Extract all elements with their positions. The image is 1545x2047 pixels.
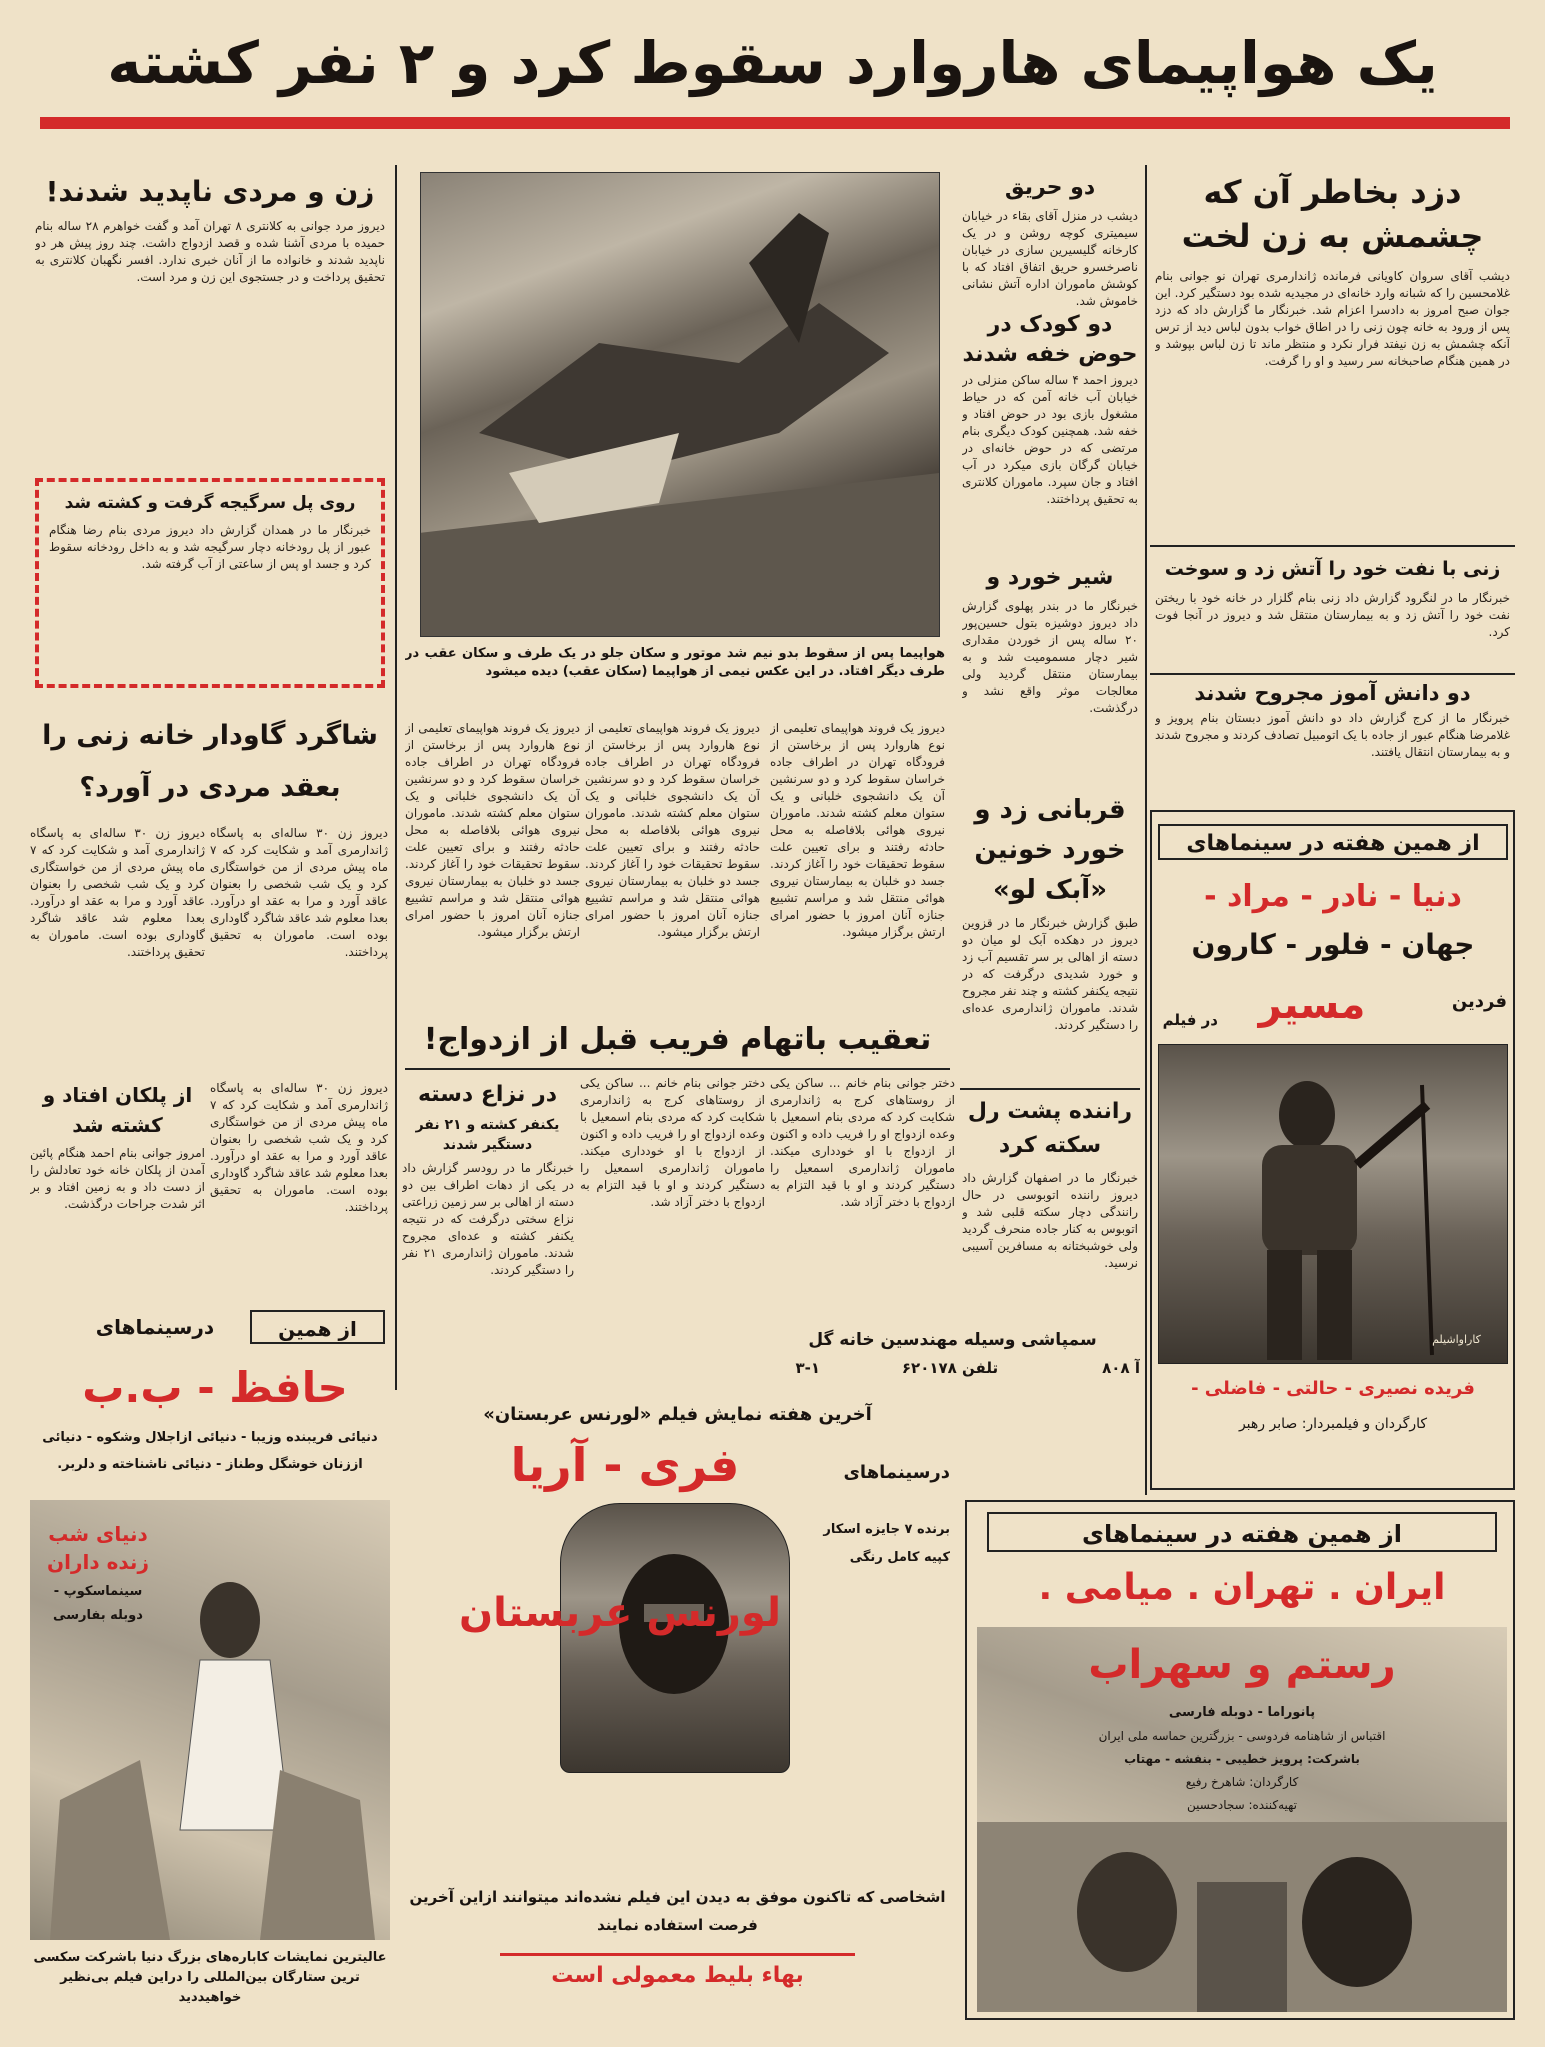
hafez-cinema: حافظ - ب.ب [82, 1363, 348, 1412]
hafez-line1: دنیائی فریبنده وزیبا - دنیائی ازاجلال وشکوه - دنیائی [42, 1430, 378, 1445]
plane-body-col2: دیروز یک فروند هواپیمای تعلیمی از نوع هاروارد پس از برخاستن از فرودگاه تهران در اطراف جاده خراسان سقوط کرد و دو سرنشین آن یک دانشجوی خلبانی و یک ستوان معلم کشته شدند. ماموران نیروی هوائی بلافاصله به محل حادثه رفتند و برای تعیین علت سقوط تحقیقات خود را آغاز کردند. جسد دو خلبان به بیمارستان نیروی هوائی منتقل شد و مراسم تشییع جنازه آنان امروز با حضور امرای ارتش برگزار میشود. [585, 721, 760, 939]
plane-crash-photo [420, 172, 940, 637]
plane-body-col1: دیروز یک فروند هواپیمای تعلیمی از نوع هاروارد پس از برخاستن از فرودگاه تهران در اطراف جاده خراسان سقوط کرد و دو سرنشین آن یک دانشجوی خلبانی و یک ستوان معلم کشته شدند. ماموران نیروی هوائی بلافاصله به محل حادثه رفتند و برای تعیین علت سقوط تحقیقات خود را آغاز کردند. جسد دو خلبان به بیمارستان نیروی هوائی منتقل شد و مراسم تشییع جنازه آنان امروز با حضور امرای ارتش برگزار میشود. [770, 721, 945, 939]
plane-wreck-icon [420, 173, 939, 637]
students-body: خبرنگار ما از کرج گزارش داد دو دانش آموز دبستان بنام پرویز و غلامرضا هنگام عبور از جاده با یک اتومبیل تصادف کردند و مجروح شدند و به بیمارستان انتقال یافتند. [1155, 711, 1510, 759]
classified-title: سمپاشی وسیله مهندسین خانه گل [808, 1330, 1097, 1350]
thief-headline: دزد بخاطر آن که چشمش به زن لخت [1181, 173, 1484, 255]
lawrence-note: اشخاصی که تاکنون موفق به دیدن این فیلم نشده‌اند میتوانند ازاین آخرین فرصت استفاده نمایند [409, 1888, 946, 1934]
driver-headline: راننده پشت رل سکته کرد [967, 1099, 1133, 1158]
bridge-body: خبرنگار ما در همدان گزارش داد دیروز مردی بنام رضا هنگام عبور از پل رودخانه دچار سرگیجه شد و به داخل رودخانه سقوط کرد و جسد او پس از ساعتی از آب گرفته شد. [49, 523, 371, 571]
lawrence-film: لورنس عربستان [458, 1590, 782, 1636]
stairs-headline: از پلکان افتاد و کشته شد [42, 1083, 193, 1137]
sacrifice-headline: قربانی زد و خورد خونین «آبک لو» [974, 795, 1126, 905]
divider [1150, 545, 1515, 547]
missing-headline: زن و مردی ناپدید شدند! [45, 175, 375, 208]
divider [405, 1068, 950, 1070]
milk-headline: شیر خورد و [986, 565, 1114, 590]
lawrence-awards: برنده ۷ جایزه اسکار [823, 1522, 950, 1537]
rostam-cinemas: ایران . تهران . میامی . [1038, 1567, 1446, 1608]
ad-director: کارگردان و فیلمبردار: صابر رهبر [1238, 1416, 1428, 1432]
nightlife-ad [30, 1500, 390, 2020]
children-body: دیروز احمد ۴ ساله ساکن منزلی در خیابان آب خانه آمن که در حیاط مشغول بازی بود در حوض افتاد و خفه شد. همچنین کودک دیگری بنام مرتضی که در حوض خانه‌ای در خیابان گرگان بازی میکرد در آب افتاد و جان سپرد. ماموران کلانتری به تحقیق پرداختند. [962, 373, 1138, 506]
ad-in-film: در فیلم [1162, 1011, 1218, 1029]
dispute-subtitle: یکنفر کشته و ۲۱ نفر دستگیر شدند [415, 1117, 560, 1153]
ad-intro: از همین هفته در سینماهای [1158, 824, 1508, 860]
woman-fire-headline: زنی با نفت خود را آتش زد و سوخت [1164, 558, 1501, 580]
prosecution-body-1: دختر جوانی بنام خانم ... ساکن یکی از روستاهای کرج به ژاندارمری شکایت کرد که مردی بنام اسمعیل با وعده ازدواج او را فریب داده و اکنون از ازدواج با او خودداری میکند. ماموران ژاندارمری اسمعیل را دستگیر کردند و او با قید التزام به ازدواج با دختر آزاد شد. [770, 1076, 955, 1209]
sacrifice-body: طبق گزارش خبرنگار ما در قزوین دیروز در دهکده آبک لو میان دو دسته از اهالی بر سر تقسیم آب زد و خورد شدیدی درگرفت که در نتیجه یکنفر کشته و چند نفر مجروح شدند. ماموران ژاندارمری عده‌ای را دستگیر کردند. [962, 916, 1138, 1032]
ad-cinemas-2: جهان - فلور - کارون [1191, 928, 1475, 961]
lawrence-ad [400, 1398, 955, 2018]
ad-actor-photo [1158, 1044, 1508, 1364]
apprentice-body-2: دیروز زن ۳۰ ساله‌ای به پاسگاه ژاندارمری آمد و شکایت کرد که ۷ ماه پیش مردی از من خواستگاری کرد و یک شب شخصی را بعنوان عاقد آورد و مرا به عقد او درآورد. بعدا معلوم شد عاقد شاگرد گاوداری بوده است. ماموران به تحقیق پرداختند. [30, 826, 205, 959]
apprentice-body-1: دیروز زن ۳۰ ساله‌ای به پاسگاه ژاندارمری آمد و شکایت کرد که ۷ ماه پیش مردی از من خواستگاری کرد و یک شب شخصی را بعنوان عاقد آورد و مرا به عقد او درآورد. بعدا معلوم شد عاقد شاگرد گاوداری بوده است. ماموران به تحقیق پرداختند. [210, 826, 388, 959]
prosecution-headline: تعقیب باتهام فریب قبل از ازدواج! [423, 1022, 932, 1057]
stairs-body: امروز جوانی بنام احمد هنگام پائین آمدن از پلکان خانه خود تعادلش را از دست داد و به زمین افتاد و بر اثر شدت جراحات درگذشت. [30, 1146, 205, 1211]
prosecution-body-2: دختر جوانی بنام خانم ... ساکن یکی از روستاهای کرج به ژاندارمری شکایت کرد که مردی بنام اسمعیل با وعده ازدواج او را فریب داده و اکنون از ازدواج با او خودداری میکند. ماموران ژاندارمری اسمعیل را دستگیر کردند و او با قید التزام به ازدواج با دختر آزاد شد. [580, 1076, 765, 1209]
apprentice-headline: شاگرد گاودار خانه زنی را بعقد مردی در آورد؟ [42, 720, 378, 803]
ad-star: فردین [1451, 991, 1507, 1012]
nightlife-footer: عالیترین نمایشات کاباره‌های بزرگ دنیا باشرکت سکسی ترین ستارگان بین‌المللی را دراین فیلم بی‌نظیر خواهیددید [33, 1950, 387, 2005]
classified-phone: تلفن ۶۲۰۱۷۸ [901, 1359, 999, 1377]
divider [960, 1088, 1140, 1090]
column-rule [1145, 165, 1147, 1495]
actor-silhouette-icon [1158, 1045, 1507, 1364]
lawrence-in: درسینماهای [843, 1462, 950, 1483]
plane-caption: هواپیما پس از سقوط بدو نیم شد موتور و سکان جلو در یک طرف و سکان عقب در طرف دیگر افتاد. در این عکس نیمی از هواپیما (سکان عقب) دیده میشود [405, 646, 945, 679]
rostam-ad [965, 1500, 1515, 2020]
children-headline: دو کودک در حوض خفه شدند [962, 312, 1138, 367]
fire-body: دیشب در منزل آقای بقاء در خیابان سیمیتری کوچه روشن و در یک کارخانه گلیسیرین سازی در خیابان ناصرخسرو حریق اتفاق افتاد که با کوشش ماموران اداره آتش نشانی خاموش شد. [962, 209, 1138, 308]
nightlife-photo [30, 1500, 390, 1940]
ad-cinemas: دنیا - نادر - مراد - [1204, 879, 1462, 914]
battle-scene-icon [977, 1822, 1507, 2012]
apprentice-body-3: دیروز زن ۳۰ ساله‌ای به پاسگاه ژاندارمری آمد و شکایت کرد که ۷ ماه پیش مردی از من خواستگاری کرد و یک شب شخصی را بعنوان عاقد آورد و مرا به عقد او درآورد. بعدا معلوم شد عاقد شاگرد گاوداری بوده است. ماموران به تحقیق پرداختند. [210, 1081, 388, 1214]
rostam-tag: پانوراما - دوبله فارسی [1168, 1705, 1316, 1720]
nightlife-format: سینماسکوپ - [53, 1584, 143, 1599]
thief-body: دیشب آقای سروان کاویانی فرمانده ژاندارمری تهران نو جوانی بنام غلامحسین را که شبانه وارد خانه‌ای در مجیدیه شده بود دستگیر کرد. این جوان صبح امروز به دادسرا اعزام شد. خبرنگار ما گزارش داد که دزد پس از ورود به خانه چون زنی را در اطاق خواب بدون لباس دید از ترس آنکه چشمش به زن نیفتد فرار نکرد و منتظر ماند تا زن لباس بپوشد و در همین هنگام صاحبخانه سر رسید و او را گرفت. [1155, 269, 1510, 368]
hafez-in: درسینماهای [95, 1315, 215, 1339]
classified-num: ۳-۱ [795, 1359, 820, 1377]
bridge-box [35, 478, 385, 688]
ad-photo-label: کاراواشیلم [1432, 1333, 1481, 1346]
classified-code: آ ۸۰۸ [1102, 1359, 1140, 1377]
rostam-film: رستم و سهراب [1088, 1642, 1396, 1688]
bridge-headline: روی پل سرگیجه گرفت و کشته شد [64, 493, 356, 513]
hafez-ad [30, 1300, 390, 1490]
missing-body: دیروز مرد جوانی به کلانتری ۸ تهران آمد و گفت خواهرم ۲۸ ساله بنام حمیده با مردی آشنا شده و قصد ازدواج داشت. چند روز پیش هر دو ناپدید شدند و خانواده ما از آنان خبری ندارد. افسر نگهبان کلانتری به تحقیق پرداخت و در جستجوی این زن و مرد است. [35, 219, 385, 284]
fire-headline: دو حریق [1004, 175, 1096, 200]
plane-body-col3: دیروز یک فروند هواپیمای تعلیمی از نوع هاروارد پس از برخاستن از فرودگاه تهران در اطراف جاده خراسان سقوط کرد و دو سرنشین آن یک دانشجوی خلبانی و یک ستوان معلم کشته شدند. ماموران نیروی هوائی بلافاصله به محل حادثه رفتند و برای تعیین علت سقوط تحقیقات خود را آغاز کردند. جسد دو خلبان به بیمارستان نیروی هوائی منتقل شد و مراسم تشییع جنازه آنان امروز با حضور امرای ارتش برگزار میشود. [405, 721, 580, 939]
lawrence-cinema: فری - آریا [510, 1438, 740, 1492]
hafez-line2: اززنان خوشگل وطناز - دنیائی ناشناخته و دلربر. [57, 1457, 363, 1472]
ad-film-title: مسیر [1258, 982, 1366, 1028]
dispute-headline: در نزاع دسته [417, 1082, 558, 1107]
hafez-intro: از همین [250, 1310, 385, 1344]
lawrence-price: بهاء بلیط معمولی است [500, 1953, 855, 1993]
cinema-ad-masir [1150, 810, 1515, 1490]
rostam-producer: تهیه‌کننده: سجادحسین [1186, 1798, 1297, 1812]
ad-credits: فریده نصیری - حالتی - فاضلی - [1191, 1378, 1475, 1399]
students-headline: دو دانش آموز مجروح شدند [1194, 681, 1471, 705]
dispute-body: خبرنگار ما در رودسر گزارش داد در یکی از دهات اطراف بین دو دسته از اهالی بر سر زمین زراعتی نزاع سختی درگرفت که در نتیجه یکنفر کشته و عده‌ای مجروح شدند. ماموران ژاندارمری ۲۱ نفر را دستگیر کردند. [402, 1161, 574, 1277]
rostam-intro: از همین هفته در سینماهای [987, 1512, 1497, 1552]
divider [1150, 673, 1515, 675]
nightlife-dub: دوبله بفارسی [53, 1608, 143, 1623]
lawrence-top: آخرین هفته نمایش فیلم «لورنس عربستان» [483, 1404, 872, 1425]
rostam-cast: باشرکت: پرویز خطیبی - بنفشه - مهتاب [1124, 1752, 1360, 1766]
headline-red-rule [40, 117, 1510, 129]
driver-body: خبرنگار ما در اصفهان گزارش داد دیروز راننده اتوبوسی در حال رانندگی دچار سکته قلبی شد و اتوبوس به کنار جاده منحرف گردید ولی خوشبختانه به مسافرین آسیبی نرسید. [962, 1171, 1138, 1270]
lawrence-color: کپیه کامل رنگی [849, 1550, 950, 1565]
nightlife-title: دنیای شب زنده داران [47, 1522, 149, 1574]
main-headline: یک هواپیمای هاروارد سقوط کرد و ۲ نفر کشته [107, 29, 1438, 97]
rostam-poster [977, 1627, 1507, 2012]
milk-body: خبرنگار ما در بندر پهلوی گزارش داد دیروز دوشیزه بتول حسین‌پور ۲۰ ساله پس از خوردن مقداری شیر دچار مسمومیت شد و به بیمارستان منتقل گردید ولی معالجات موثر واقع نشد و درگذشت. [962, 599, 1138, 715]
rostam-director: کارگردان: شاهرخ رفیع [1185, 1775, 1299, 1789]
column-rule [395, 165, 397, 1390]
woman-fire-body: خبرنگار ما در لنگرود گزارش داد زنی بنام گلزار در خانه خود با ریختن نفت خود را آتش زد و به بیمارستان منتقل شد و دیروز در آنجا فوت کرد. [1155, 591, 1510, 639]
rostam-sub: اقتباس از شاهنامه فردوسی - بزرگترین حماسه ملی ایران [1098, 1729, 1386, 1743]
